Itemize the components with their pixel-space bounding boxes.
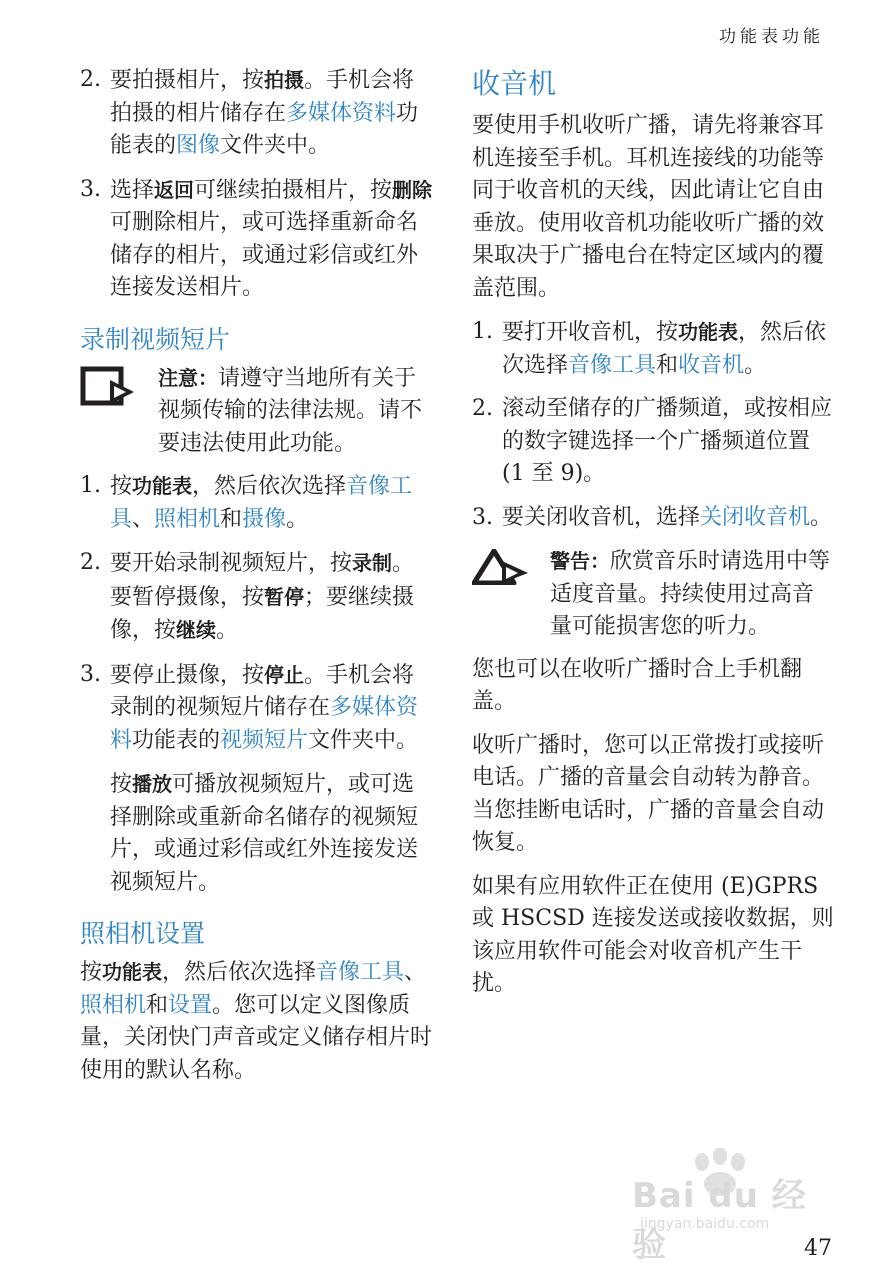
list-text: 要拍摄相片，按拍摄。手机会将拍摄的相片储存在多媒体资料功能表的图像文件夹中。	[110, 68, 419, 158]
list-number: 2.	[80, 550, 101, 575]
section-heading-camera-settings: 照相机设置	[80, 919, 206, 948]
key-term: 播放	[132, 772, 173, 796]
list-text: 选择返回可继续拍摄相片，按删除可删除相片，或可选择重新命名储存的相片，或通过彩信或红外连接发送相片。	[110, 177, 433, 300]
list-text: 按功能表，然后依次选择音像工具、照相机和摄像。	[110, 474, 413, 532]
key-term: 功能表	[102, 960, 163, 984]
section-heading-video: 录制视频短片	[80, 324, 231, 354]
list-text: 要关闭收音机，选择关闭收音机。	[502, 504, 833, 530]
list-item	[80, 64, 436, 163]
list-number: 2.	[80, 67, 101, 92]
note-icon	[80, 362, 158, 461]
list-item	[80, 470, 436, 536]
menu-link[interactable]: 收音机	[678, 352, 745, 378]
note-text: 注意：请遵守当地所有关于视频传输的法律法规。请不要违法使用此功能。	[158, 365, 423, 456]
right-column	[472, 64, 834, 1012]
left-column	[80, 64, 436, 1098]
settings-paragraph: 按功能表，然后依次选择音像工具、照相机和设置。您可以定义图像质量，关闭快门声音或定义储存相片时使用的默认名称。	[80, 960, 433, 1083]
list-text: 要开始录制视频短片，按录制。要暂停摄像，按暂停；要继续摄像，按继续。	[110, 551, 415, 643]
menu-link[interactable]: 摄像	[242, 506, 287, 532]
key-term: 拍摄	[264, 68, 305, 92]
menu-link[interactable]: 多媒体资料	[286, 100, 397, 126]
list-number: 3.	[80, 661, 101, 687]
menu-link[interactable]: 多媒体资料	[110, 695, 419, 753]
key-term: 停止	[264, 662, 305, 687]
key-term: 返回	[154, 177, 195, 202]
list-number: 3.	[472, 504, 493, 530]
key-term: 继续	[176, 618, 217, 642]
key-term: 删除	[392, 177, 433, 202]
list-number: 3.	[80, 176, 101, 202]
watermark-url: jingyan.baidu.com	[640, 1216, 770, 1232]
menu-link[interactable]: 音像工具	[568, 352, 657, 378]
list-text: 滚动至储存的广播频道，或按相应的数字键选择一个广播频道位置 (1 至 9)。	[502, 396, 833, 486]
running-header: 功能表功能	[719, 27, 824, 47]
section-heading-radio: 收音机	[472, 67, 557, 100]
key-term: 暂停	[264, 584, 305, 609]
list-item	[472, 502, 834, 535]
list-number: 1.	[80, 473, 101, 498]
radio-intro: 要使用手机收听广播，请先将兼容耳机连接至手机。耳机连接线的功能等同于收音机的天线，因此请让它自由垂放。使用收音机功能收听广播的效果取决于广播电台在特定区域内的覆盖范围。	[472, 113, 825, 301]
menu-link[interactable]: 设置	[168, 992, 213, 1018]
note-label: 注意：	[158, 365, 218, 390]
list-item	[472, 316, 834, 382]
list-number: 2.	[472, 396, 493, 421]
note-box	[80, 362, 436, 461]
menu-link[interactable]: 视频短片	[220, 727, 309, 753]
warning-box	[472, 545, 834, 644]
page-number: 47	[804, 1236, 832, 1261]
key-term: 录制	[352, 551, 393, 575]
list-item	[472, 393, 834, 491]
warning-text: 警告：欣赏音乐时请选用中等适度音量。持续使用过高音量可能损害您的听力。	[550, 549, 831, 639]
list-continuation: 按播放可播放视频短片，或可选择删除或重新命名储存的视频短片，或通过彩信或红外连接发送视频短片。	[110, 772, 419, 895]
paragraph: 收听广播时，您可以正常拨打或接听电话。广播的音量会自动转为静音。当您挂断电话时，广播的音量会自动恢复。	[472, 732, 825, 855]
menu-link[interactable]: 关闭收音机	[700, 504, 811, 530]
key-term: 功能表	[132, 474, 193, 498]
warning-label: 警告：	[550, 549, 610, 573]
list-text: 要停止摄像，按停止。手机会将录制的视频短片储存在多媒体资料功能表的视频短片文件夹中。	[110, 662, 419, 753]
menu-link[interactable]: 音像工具	[110, 474, 413, 532]
menu-link[interactable]: 图像	[176, 133, 221, 158]
warning-icon	[472, 545, 550, 644]
paragraph: 您也可以在收听广播时合上手机翻盖。	[472, 656, 803, 714]
menu-link[interactable]: 照相机	[154, 506, 221, 532]
menu-link[interactable]: 音像工具	[316, 960, 405, 985]
list-item	[80, 174, 436, 305]
paragraph: 如果有应用软件正在使用 (E)GPRS 或 HSCSD 连接发送或接收数据，则该应用软件可能会对收音机产生干扰。	[472, 873, 834, 996]
list-text: 要打开收音机，按功能表，然后依次选择音像工具和收音机。	[502, 320, 827, 378]
watermark-brand: Bai du 经验	[632, 1176, 807, 1265]
key-term: 功能表	[678, 320, 739, 344]
list-item	[80, 547, 436, 648]
menu-link[interactable]: 照相机	[80, 992, 147, 1018]
list-item	[80, 659, 436, 758]
list-number: 1.	[472, 319, 493, 344]
